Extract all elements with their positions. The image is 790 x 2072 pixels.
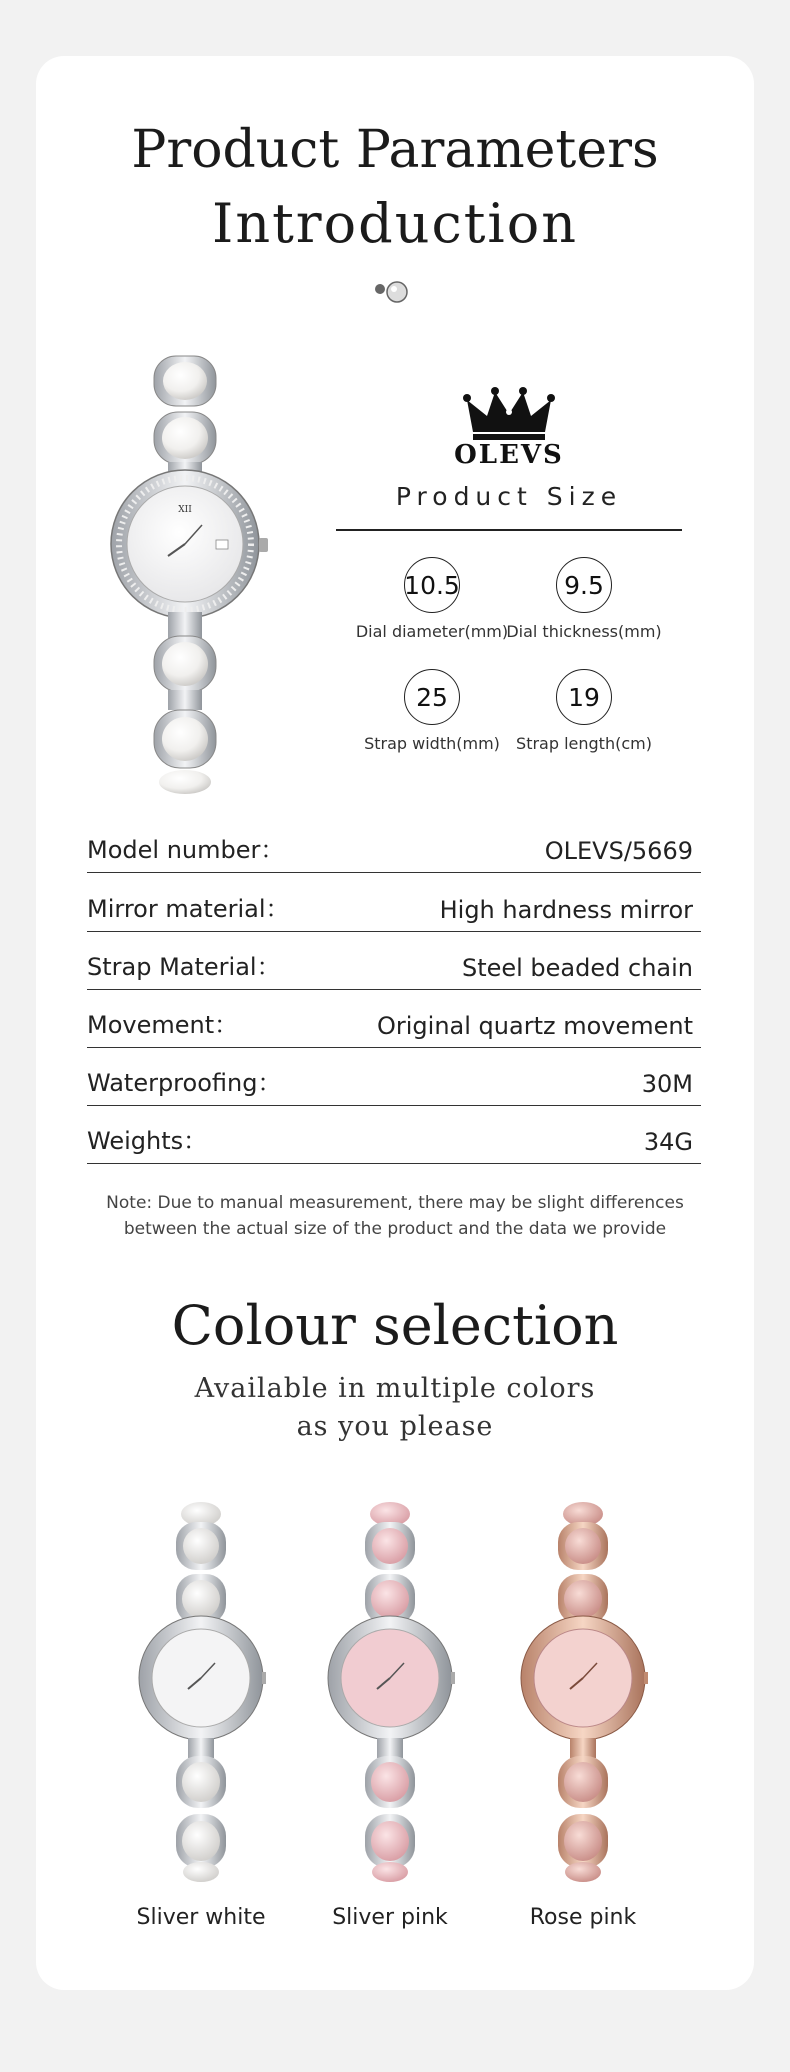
colour-option-label[interactable]: Sliver pink [332,1905,448,1930]
colour-subtitle-line1: Available in multiple colors [194,1373,596,1404]
spec-key: Strap Material： [87,953,281,981]
note-line1: Note: Due to manual measurement, there may be slight differences [106,1193,684,1213]
product-size-title: Product Size [395,482,623,511]
colour-subtitle-line2: as you please [296,1411,494,1442]
spec-row [87,932,701,990]
product-watch-image [96,350,274,796]
spec-key: Weights： [87,1127,208,1155]
spec-row [87,1106,701,1164]
watch-rose-pink-image[interactable] [518,1500,648,1884]
spec-key: Model number： [87,836,285,864]
page-title-line2: Introduction [212,192,578,255]
product-size-divider [336,529,682,531]
spec-value: 30M [641,1070,693,1098]
colour-option-label[interactable]: Sliver white [136,1905,266,1930]
brand-name: OLEVS [454,440,564,470]
spec-key: Waterproofing： [87,1069,282,1097]
spec-value: Steel beaded chain [461,954,693,982]
strap-width-label: Strap width(mm) [364,734,500,753]
watch-silver-pink-image[interactable] [325,1500,455,1884]
spec-row [87,874,701,932]
page-title-line1: Product Parameters [131,120,659,180]
svg-text:XII: XII [178,505,192,515]
dial-diameter-label: Dial diameter(mm) [355,622,509,641]
spec-value: OLEVS/5669 [544,837,693,865]
spec-value: Original quartz movement [377,1012,693,1040]
strap-length-label: Strap length(cm) [516,734,652,753]
spec-row [87,990,701,1048]
spec-value: 34G [643,1128,693,1156]
strap-length-value: 19 [556,669,612,725]
brand-crown-icon [459,386,559,442]
spec-row [87,1048,701,1106]
strap-width-value: 25 [404,669,460,725]
dial-diameter-value: 10.5 [404,557,460,613]
spec-row [87,815,701,873]
colour-title: Colour selection [171,1294,619,1357]
decorative-dots-icon [372,277,418,305]
note-line2: between the actual size of the product and the data we provide [123,1219,667,1239]
watch-silver-white-image[interactable] [136,1500,266,1884]
spec-value: High hardness mirror [439,896,693,924]
spec-key: Movement： [87,1011,239,1039]
colour-option-label[interactable]: Rose pink [529,1905,637,1930]
spec-key: Mirror material： [87,895,290,923]
dial-thickness-label: Dial thickness(mm) [506,622,662,641]
dial-thickness-value: 9.5 [556,557,612,613]
